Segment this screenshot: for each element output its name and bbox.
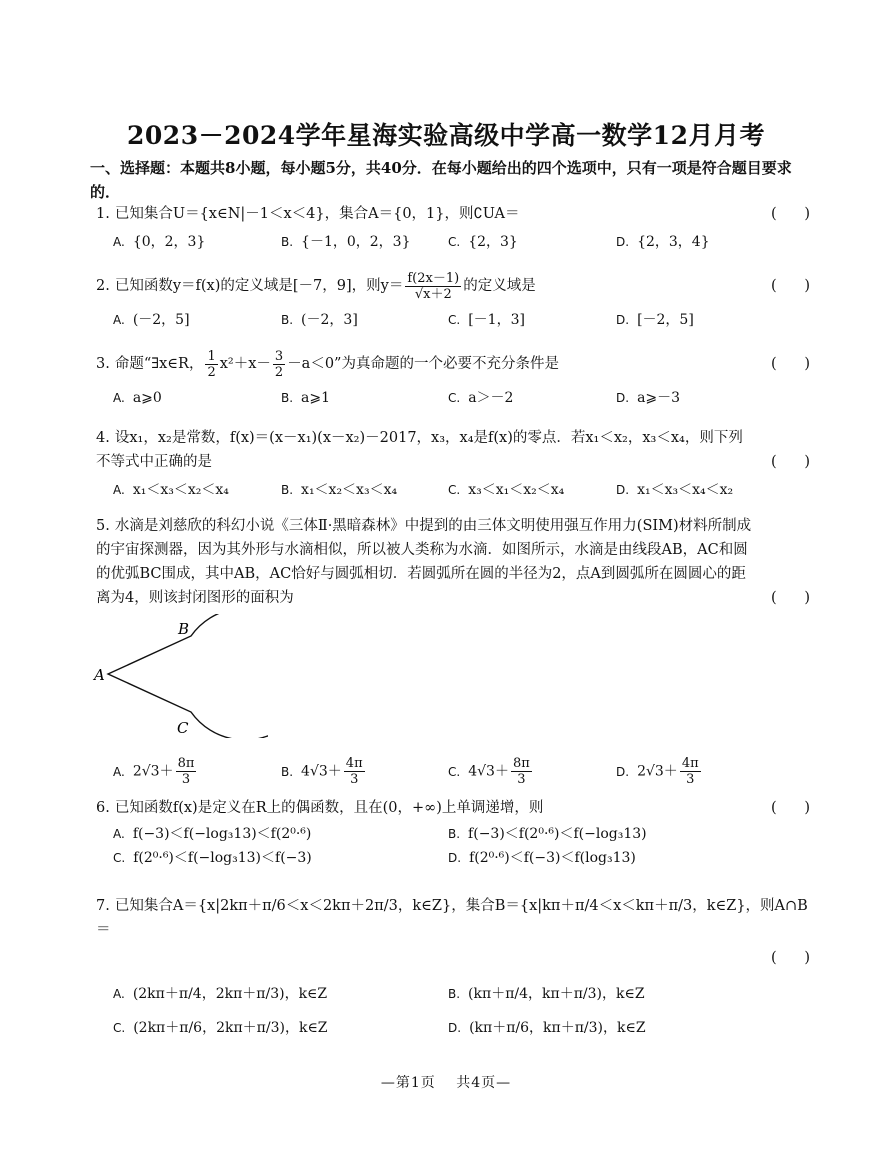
section-heading: 一、选择题：本题共8小题，每小题5分，共40分．在每小题给出的四个选项中，只有一项是符合题目要求的． [90,159,792,201]
label-b: B [178,620,190,638]
answer-paren: ( ) [771,950,810,966]
option-d[interactable]: D. f(2⁰·⁶)＜f(−3)＜f(log₃13) [448,850,636,866]
question-number: 4. [96,430,110,446]
answer-paren: ( ) [771,206,810,222]
options-row [96,386,816,412]
options-row [96,308,816,334]
option-a[interactable]: A. x₁＜x₃＜x₂＜x₄ [113,482,229,498]
option-c[interactable]: C. [－1，3] [448,312,525,328]
question-text: 已知集合U＝{x∈N|－1＜x＜4}，集合A＝{0，1}，则∁UA＝ [114,206,520,222]
option-c[interactable]: C. 4√3＋ $\frac{8\pi}{3}$ [448,756,530,787]
fraction: $\frac{3}{2}$ [274,348,284,380]
question-stem [96,894,816,942]
water-drop-figure [88,614,268,738]
question-number: 5. [96,518,110,534]
option-c[interactable]: C. a＞－2 [448,390,514,406]
answer-paren: ( ) [771,356,810,372]
option-a[interactable]: A. {0，2，3} [113,234,206,250]
question-stem [96,268,816,304]
option-c[interactable]: C. f(2⁰·⁶)＜f(−log₃13)＜f(−3) [113,850,312,866]
question-stem [96,202,816,226]
option-b[interactable]: B. (kπ＋π/4，kπ＋π/3)，k∈Z [448,986,645,1002]
question-number: 2. [96,278,110,294]
question-7 [96,894,816,1050]
question-text: 的定义域是 [463,278,536,294]
answer-paren: ( ) [771,590,810,606]
option-d[interactable]: D. a⩾－3 [616,390,681,406]
option-d[interactable]: D. {2，3，4} [616,234,710,250]
answer-paren: ( ) [771,800,810,816]
question-text: 已知函数f(x)是定义在R上的偶函数，且在(0，+∞)上单调递增，则 [114,800,544,816]
question-number: 6. [96,800,110,816]
options-row [96,982,816,1016]
question-stem [96,346,816,382]
question-5 [96,514,816,610]
option-a[interactable]: A. (－2，5] [113,312,190,328]
question-text: 水滴是刘慈欣的科幻小说《三体Ⅱ·黑暗森林》中提到的由三体文明使用强互作用力(SIM)材料所制成的宇宙探测器，因为其外形与水滴相似，所以被人类称为水滴．如图所示，水滴是由线段AB，AC和圆的优弧BC围成，其中AB，AC恰好与圆弧相切．若圆弧所在圆的半径为2，点A到圆弧所在圆圆心的距离为4，则该封闭图形的面积为 [96,518,752,606]
question-4 [96,426,816,504]
option-a[interactable]: A. f(−3)＜f(−log₃13)＜f(2⁰·⁶) [113,826,312,842]
option-d[interactable]: D. 2√3＋ $\frac{4\pi}{3}$ [616,756,699,787]
option-a[interactable]: A. (2kπ＋π/4，2kπ＋π/3)，k∈Z [113,986,328,1002]
question-number: 1. [96,206,110,222]
label-c: C [177,719,189,737]
options-row [96,230,816,256]
answer-paren-row [96,942,816,968]
option-b[interactable]: B. (－2，3] [281,312,358,328]
option-b[interactable]: B. 4√3＋ $\frac{4\pi}{3}$ [281,756,363,787]
answer-paren: ( ) [771,454,810,470]
page-footer: —第1页 共4页— [380,1075,512,1091]
question-1 [96,202,816,256]
question-stem [96,426,816,474]
options-row [96,756,816,790]
option-c[interactable]: C. {2，3} [448,234,518,250]
option-d[interactable]: D. x₁＜x₃＜x₄＜x₂ [616,482,734,498]
question-3 [96,346,816,412]
question-text: x²＋x－ [219,356,271,372]
options-row [96,478,816,504]
question-number: 7. [96,898,110,914]
options-row [96,822,816,846]
answer-paren: ( ) [771,278,810,294]
option-b[interactable]: B. f(−3)＜f(2⁰·⁶)＜f(−log₃13) [448,826,647,842]
question-text: 设x₁，x₂是常数，f(x)＝(x－x₁)(x－x₂)－2017，x₃，x₄是f(x)的零点．若x₁＜x₂，x₃＜x₄，则下列不等式中正确的是 [96,430,743,470]
question-text: －a＜0”为真命题的一个必要不充分条件是 [287,356,559,372]
question-text: 命题“∃x∈R， [114,356,204,372]
option-b[interactable]: B. x₁＜x₂＜x₃＜x₄ [281,482,398,498]
options-row [96,846,816,870]
option-a[interactable]: A. 2√3＋ $\frac{8\pi}{3}$ [113,756,195,787]
options-row [96,1016,816,1050]
question-6 [96,796,816,870]
option-d[interactable]: D. (kπ＋π/6，kπ＋π/3)，k∈Z [448,1020,646,1036]
question-stem [96,514,816,610]
label-a: A [94,666,105,684]
option-a[interactable]: A. a⩾0 [113,390,162,406]
question-5-options [96,752,816,790]
option-b[interactable]: B. {－1，0，2，3} [281,234,411,250]
page-title: 2023－2024学年星海实验高级中学高一数学12月月考 [127,121,765,150]
option-c[interactable]: C. (2kπ＋π/6，2kπ＋π/3)，k∈Z [113,1020,328,1036]
question-stem [96,796,816,820]
option-d[interactable]: D. [－2，5] [616,312,694,328]
question-text: 已知集合A＝{x|2kπ＋π/6＜x＜2kπ＋2π/3，k∈Z}，集合B＝{x|kπ＋π/4＜x＜kπ＋π/3，k∈Z}，则A∩B＝ [96,898,808,938]
question-text: 已知函数y＝f(x)的定义域是[－7，9]，则y＝ [114,278,404,294]
question-2 [96,268,816,334]
fraction: $\frac{1}{2}$ [207,348,216,380]
question-number: 3. [96,356,110,372]
option-b[interactable]: B. a⩾1 [281,390,331,406]
fraction: $\frac{f(2x-1)}{√x+2}$ [407,270,460,302]
option-c[interactable]: C. x₃＜x₁＜x₂＜x₄ [448,482,565,498]
